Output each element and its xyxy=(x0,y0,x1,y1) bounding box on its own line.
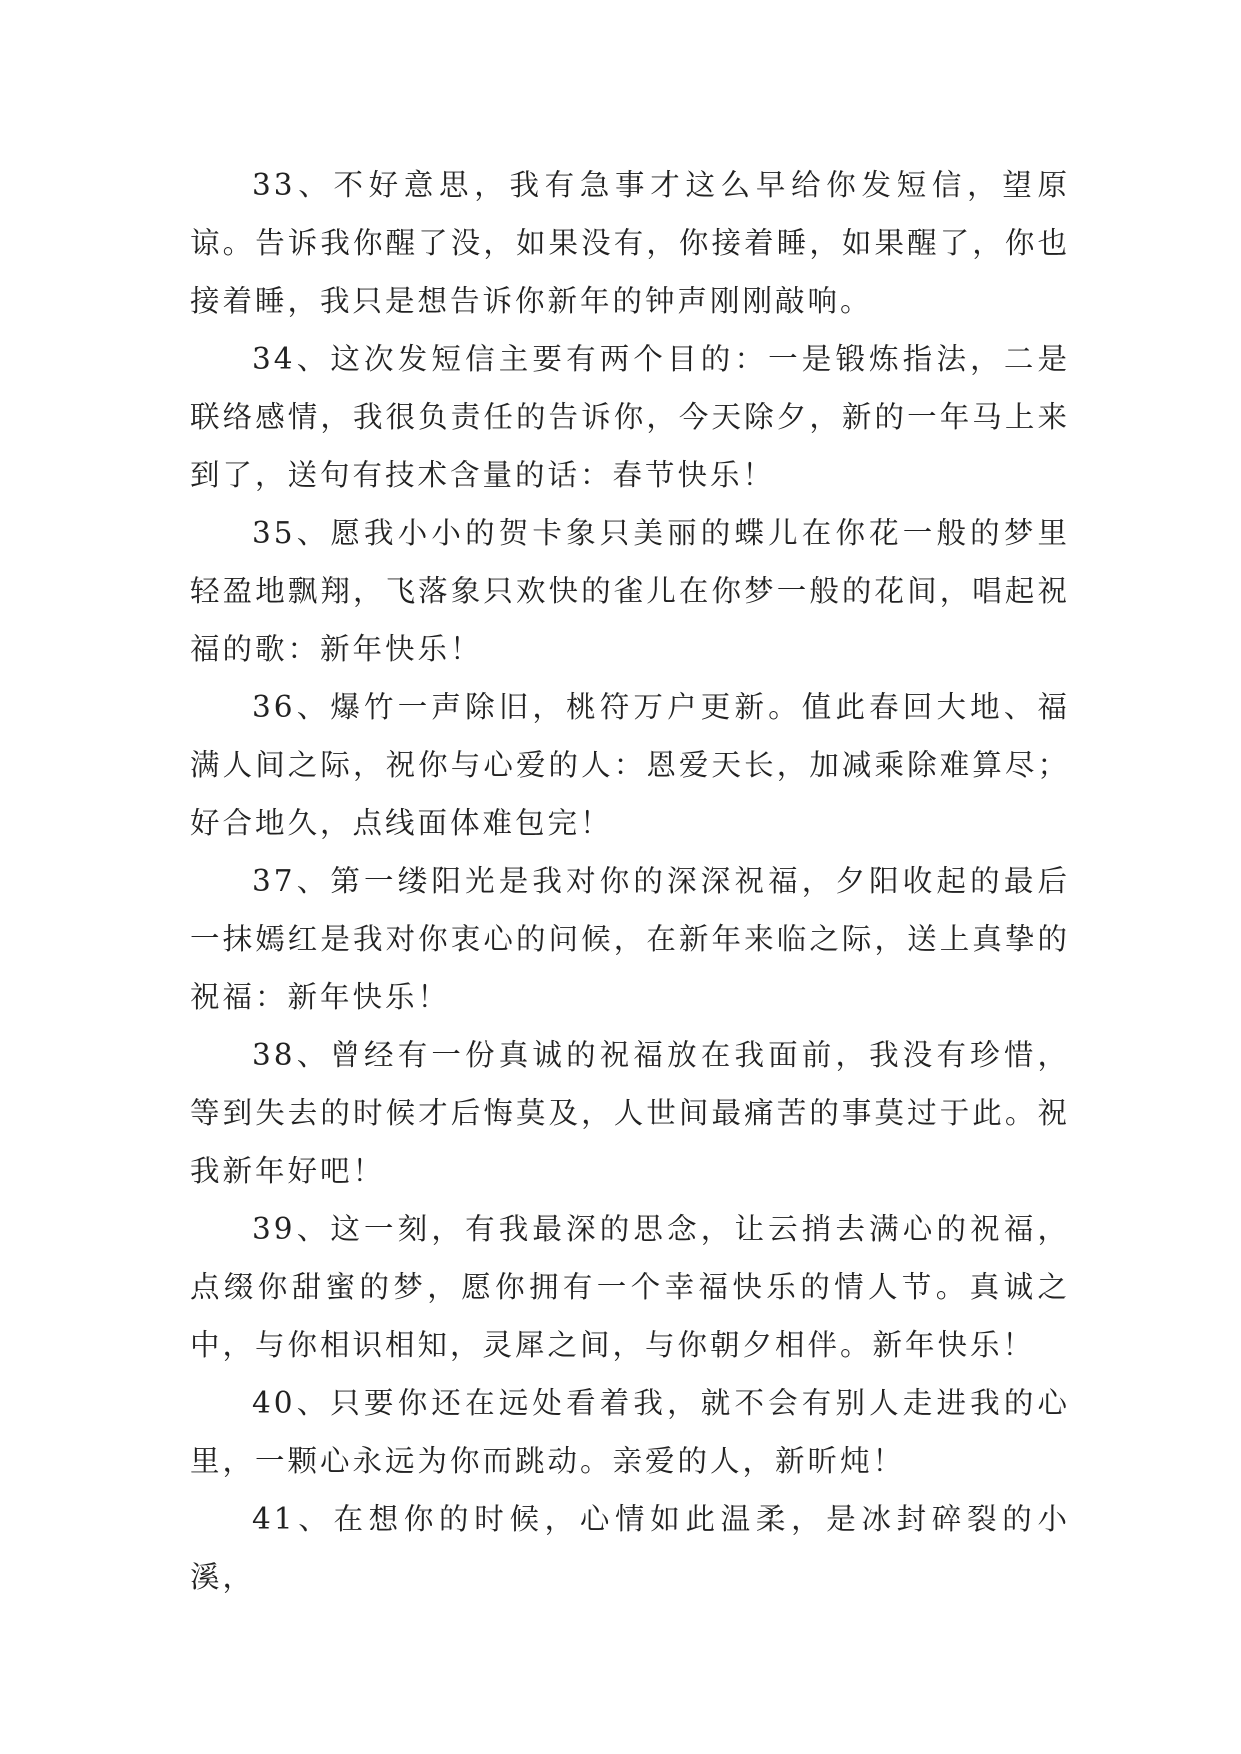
paragraph-39: 39、这一刻，有我最深的思念，让云捎去满心的祝福，点缀你甜蜜的梦，愿你拥有一个幸福快乐的情人节。真诚之中，与你相识相知，灵犀之间，与你朝夕相伴。新年快乐！ xyxy=(190,1212,1070,1362)
paragraph-41: 41、在想你的时候，心情如此温柔，是冰封碎裂的小溪， xyxy=(190,1502,1070,1594)
paragraph-34: 34、这次发短信主要有两个目的：一是锻炼指法，二是联络感情，我很负责任的告诉你，今天除夕，新的一年马上来到了，送句有技术含量的话：春节快乐！ xyxy=(190,342,1070,492)
paragraph-33: 33、不好意思，我有急事才这么早给你发短信，望原谅。告诉我你醒了没，如果没有，你接着睡，如果醒了，你也接着睡，我只是想告诉你新年的钟声刚刚敲响。 xyxy=(190,168,1070,318)
paragraph-36: 36、爆竹一声除旧，桃符万户更新。值此春回大地、福满人间之际，祝你与心爱的人：恩爱天长，加减乘除难算尽；好合地久，点线面体难包完！ xyxy=(190,690,1070,840)
paragraph-35: 35、愿我小小的贺卡象只美丽的蝶儿在你花一般的梦里轻盈地飘翔，飞落象只欢快的雀儿在你梦一般的花间，唱起祝福的歌：新年快乐！ xyxy=(190,516,1070,666)
paragraph-37: 37、第一缕阳光是我对你的深深祝福，夕阳收起的最后一抹嫣红是我对你衷心的问候，在新年来临之际，送上真挚的祝福：新年快乐！ xyxy=(190,864,1070,1014)
document-body xyxy=(190,156,1070,1606)
paragraph-40: 40、只要你还在远处看着我，就不会有别人走进我的心里，一颗心永远为你而跳动。亲爱的人，新昕炖！ xyxy=(190,1386,1070,1478)
paragraph-38: 38、曾经有一份真诚的祝福放在我面前，我没有珍惜，等到失去的时候才后悔莫及，人世间最痛苦的事莫过于此。祝我新年好吧！ xyxy=(190,1038,1070,1188)
